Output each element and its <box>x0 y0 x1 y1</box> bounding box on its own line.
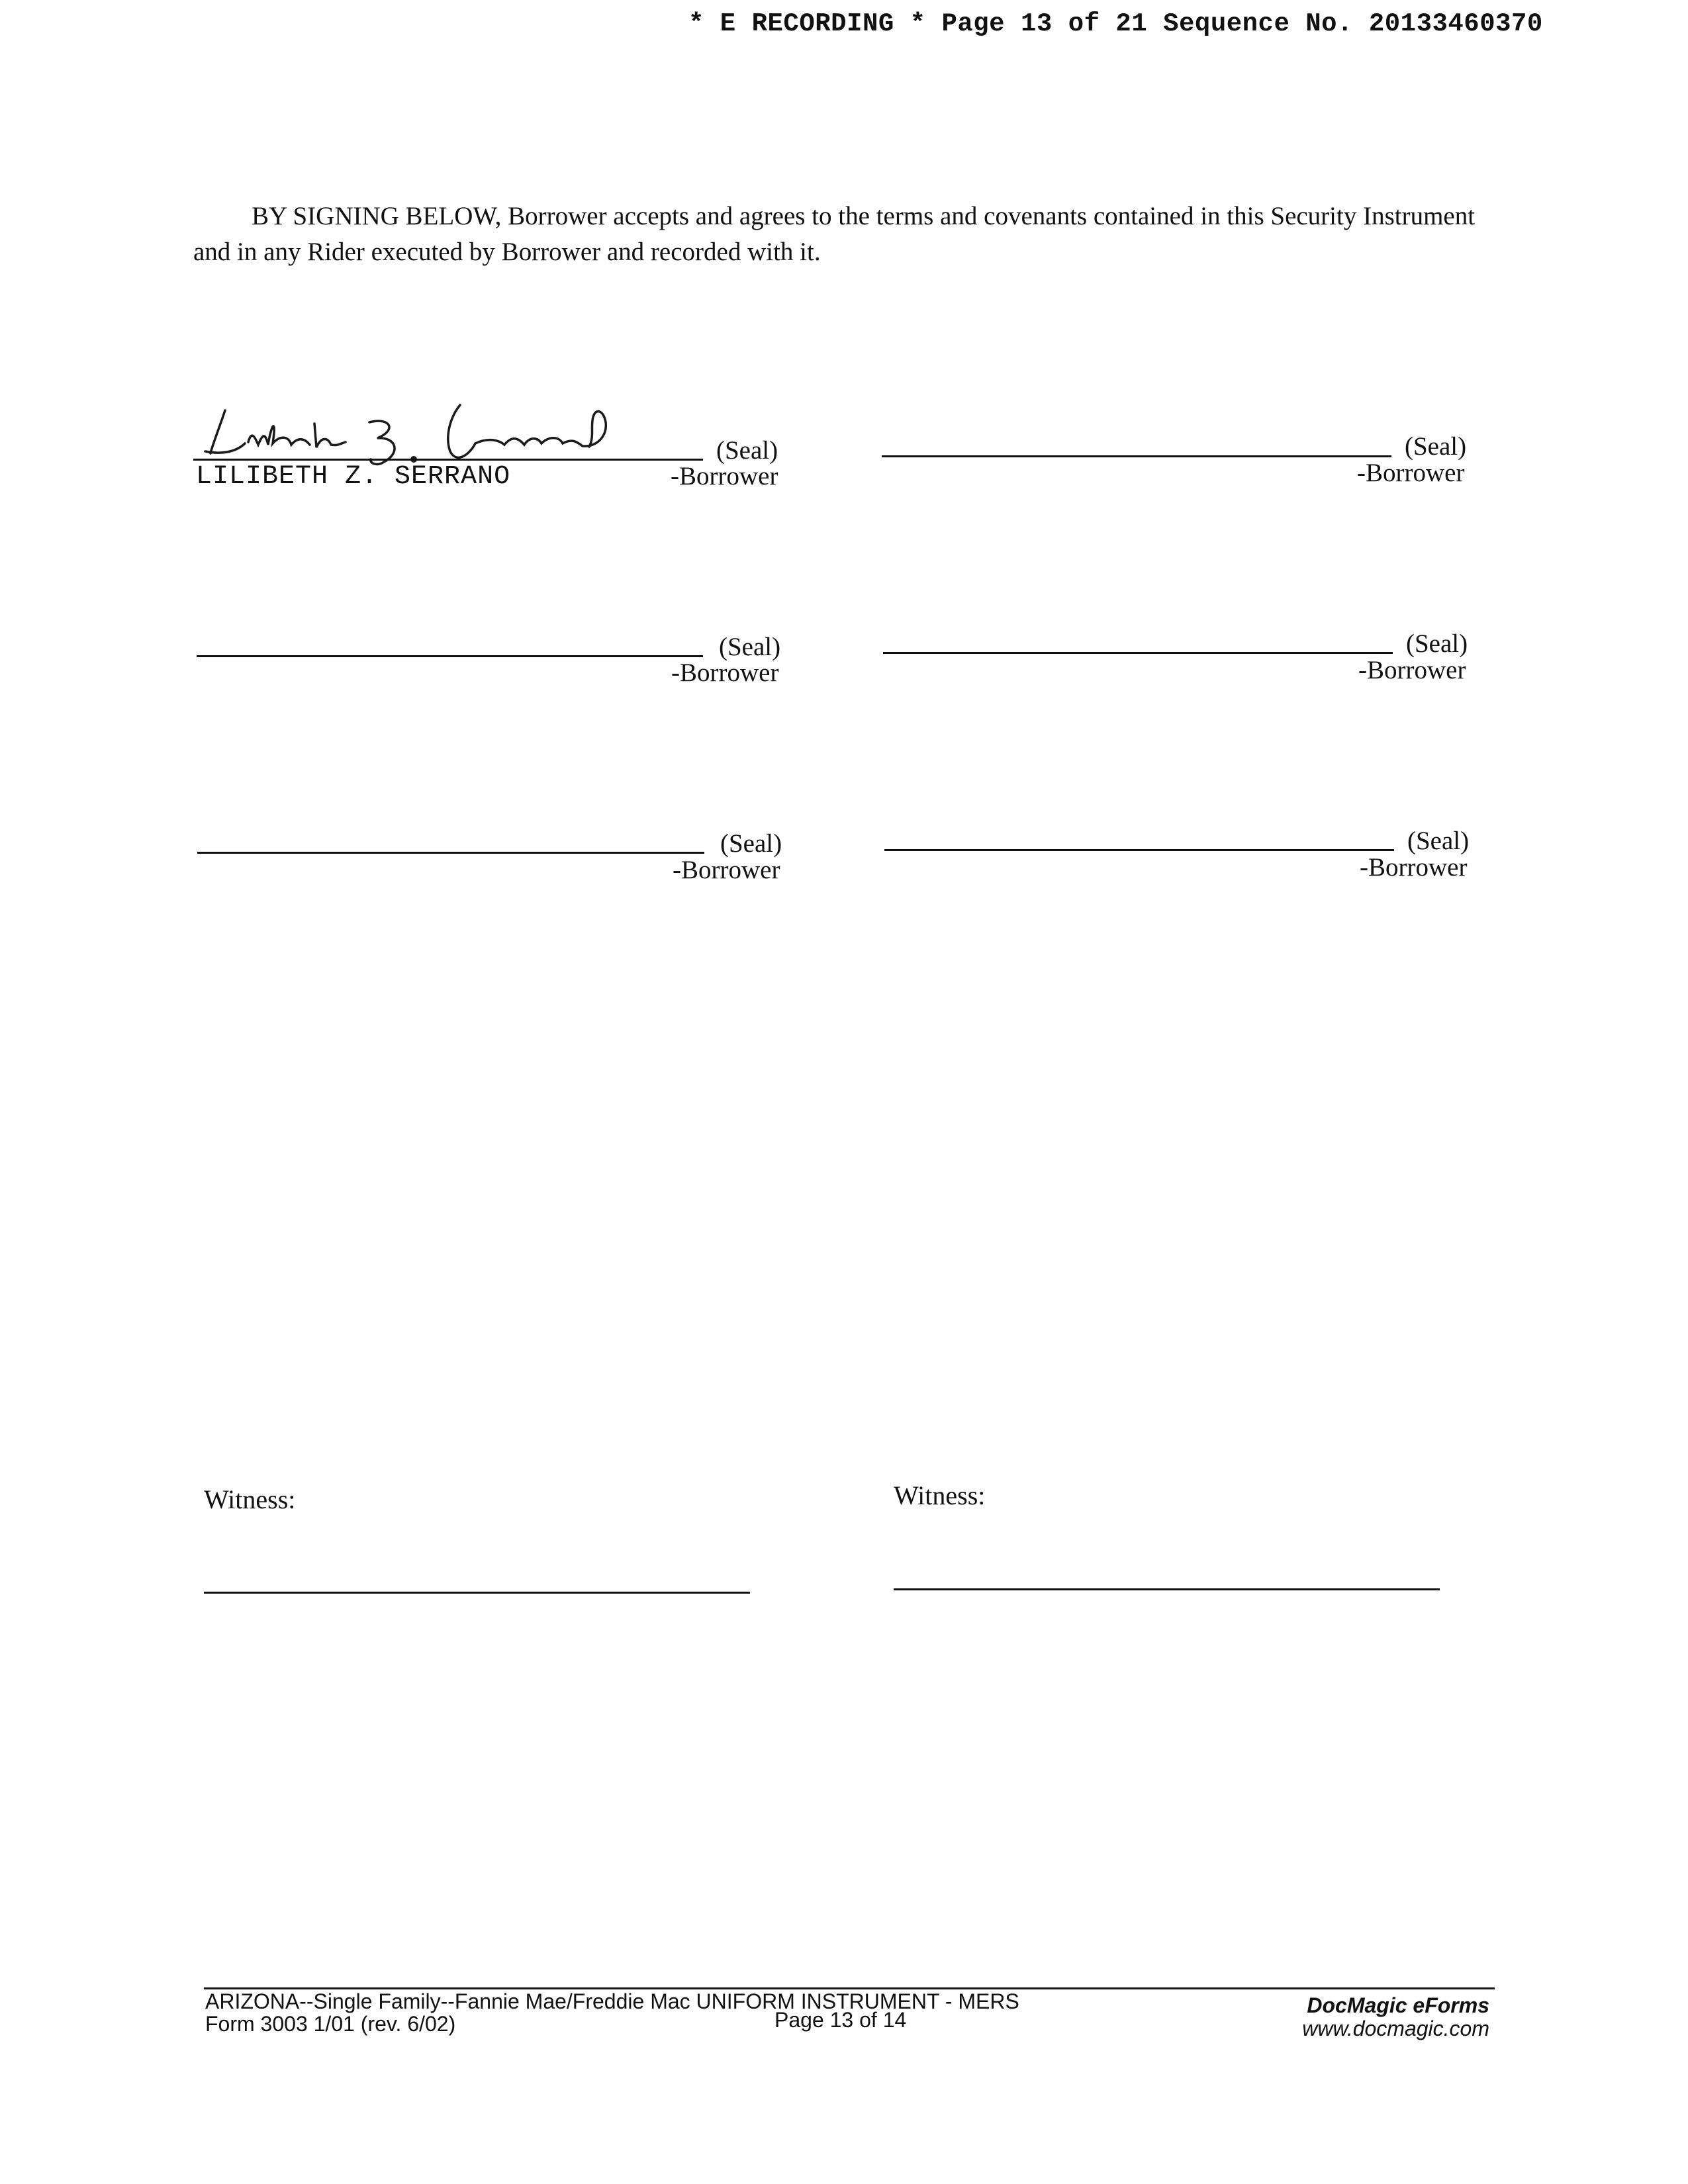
witness-label-right: Witness: <box>894 1480 986 1510</box>
seal-label-2: (Seal) <box>1405 432 1467 461</box>
footer-instrument-title: ARIZONA--Single Family--Fannie Mae/Freddie Mac UNIFORM INSTRUMENT - MERS <box>205 1989 1019 2013</box>
seal-label-1: (Seal) <box>716 436 778 465</box>
docmagic-logo: DocMagic eForms <box>1307 1993 1489 2017</box>
borrower-signature <box>199 390 629 470</box>
signature-line-5[interactable] <box>197 852 704 854</box>
witness-line-left[interactable] <box>204 1592 750 1594</box>
signature-line-1[interactable] <box>193 459 703 461</box>
borrower-label-5: -Borrower <box>673 856 780 884</box>
signature-line-2[interactable] <box>882 455 1391 457</box>
signing-statement-text: BY SIGNING BELOW, Borrower accepts and agrees to the terms and covenants contained in this Security Instrument and in any Rider executed by Borrower and recorded with it. <box>193 202 1476 266</box>
recording-banner: * E RECORDING * Page 13 of 21 Sequence No. 20133460370 <box>688 9 1543 38</box>
borrower-label-1: -Borrower <box>671 462 778 490</box>
seal-label-3: (Seal) <box>719 633 781 661</box>
docmagic-url: www.docmagic.com <box>1302 2017 1489 2040</box>
borrower-label-4: -Borrower <box>1358 656 1466 684</box>
witness-label-left: Witness: <box>204 1484 296 1514</box>
seal-label-5: (Seal) <box>720 829 782 858</box>
borrower-label-2: -Borrower <box>1357 459 1465 487</box>
signing-statement <box>193 199 1491 270</box>
borrower-label-6: -Borrower <box>1360 853 1468 882</box>
signature-line-3[interactable] <box>197 655 703 657</box>
witness-line-right[interactable] <box>894 1588 1440 1590</box>
seal-label-4: (Seal) <box>1406 629 1468 658</box>
borrower-label-3: -Borrower <box>671 659 779 687</box>
signature-line-4[interactable] <box>883 652 1393 654</box>
footer-page-number: Page 13 of 14 <box>774 2008 907 2032</box>
borrower-printed-name: LILIBETH Z. SERRANO <box>196 462 511 492</box>
signature-line-6[interactable] <box>884 849 1394 851</box>
seal-label-6: (Seal) <box>1407 827 1470 855</box>
footer-form-number: Form 3003 1/01 (rev. 6/02) <box>205 2012 456 2036</box>
